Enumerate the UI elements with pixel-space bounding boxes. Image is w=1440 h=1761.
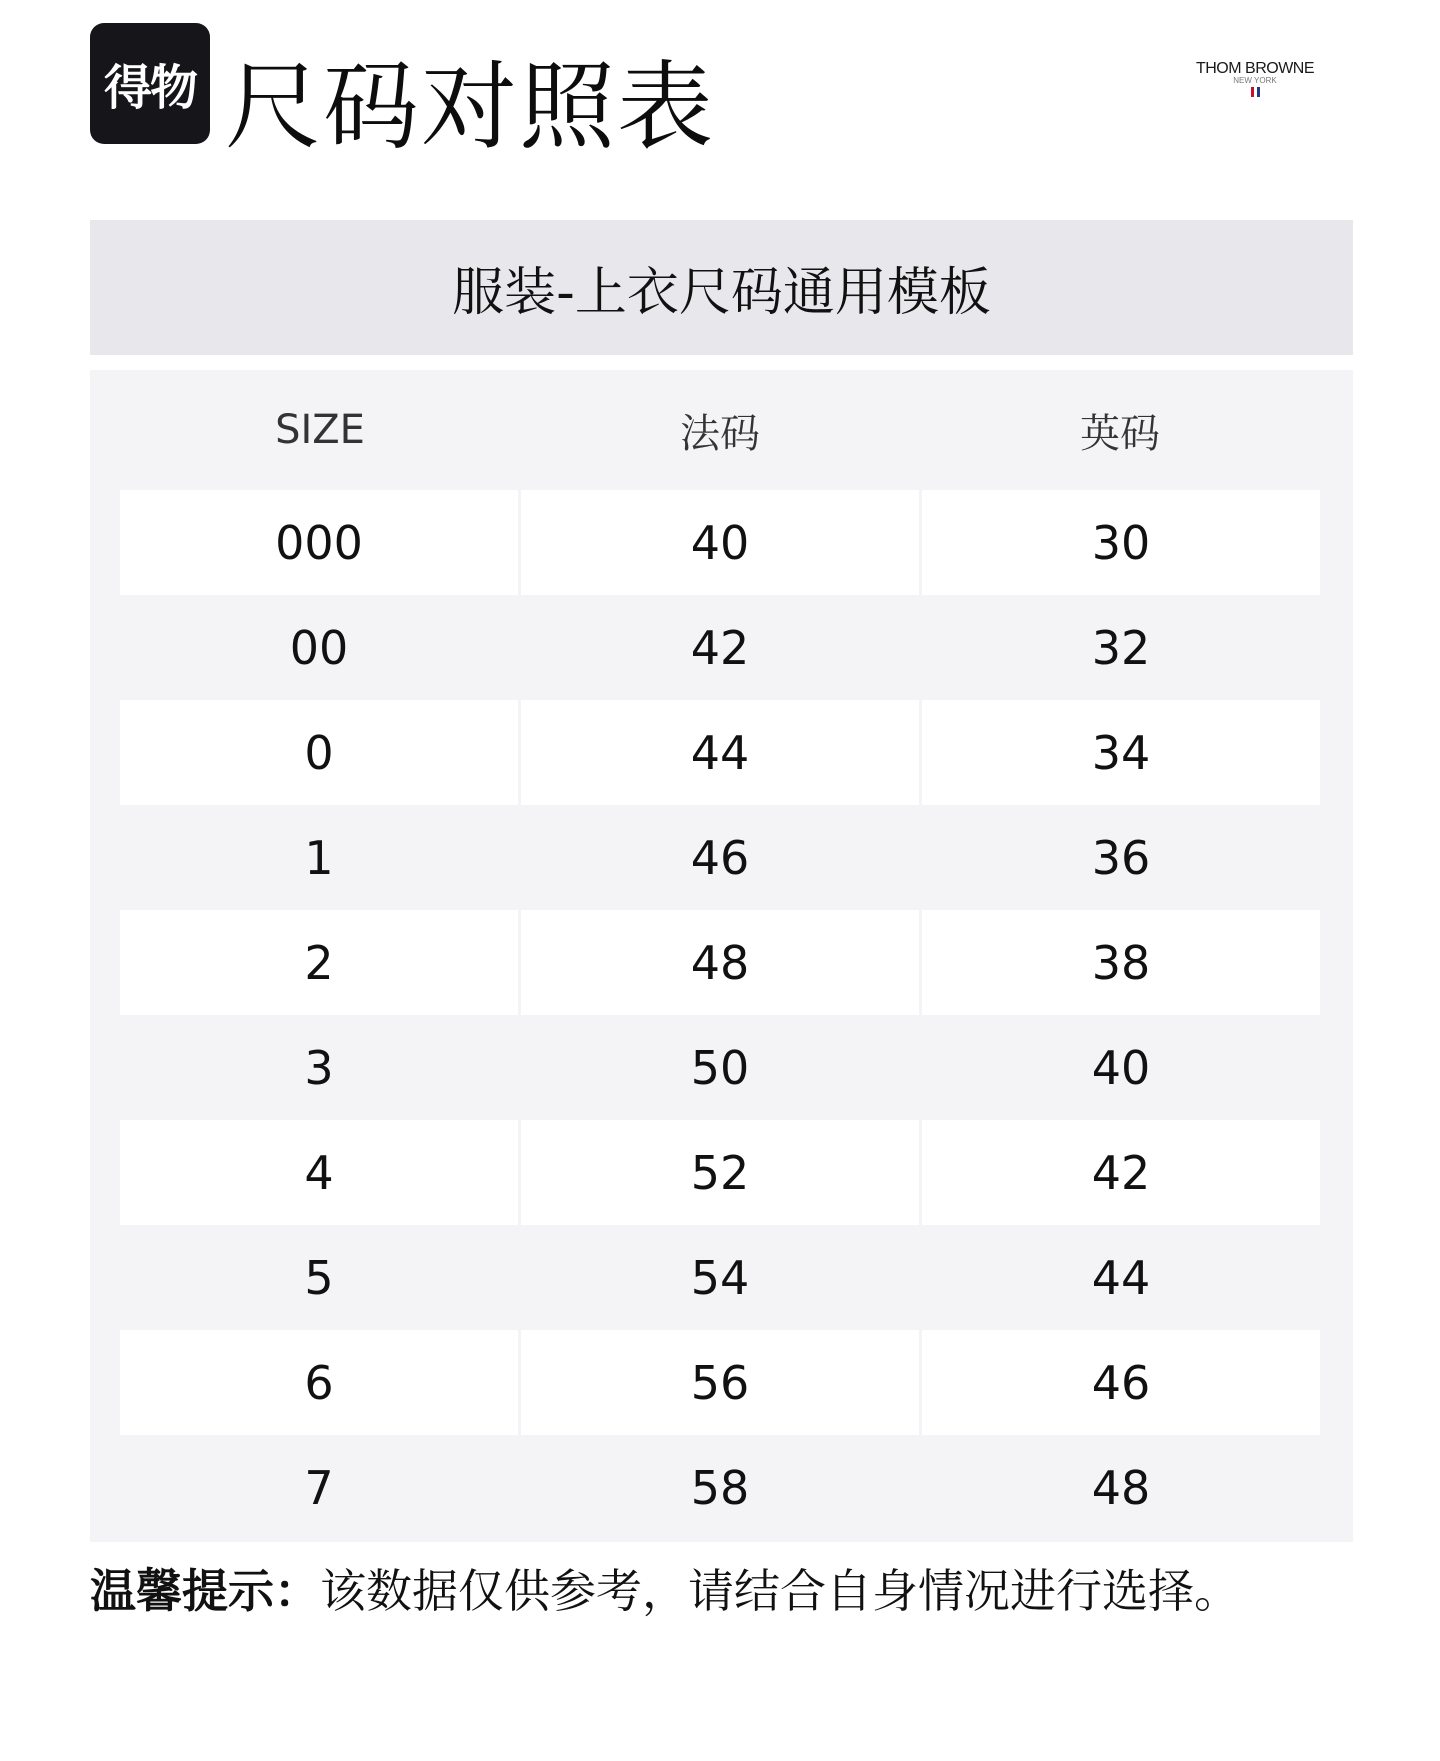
table-cell: 3 [304,1040,334,1095]
table-row [120,490,1320,595]
table-cell: 36 [1091,830,1151,885]
table-row [120,595,1320,700]
column-header-uk: 英码 [1080,410,1160,457]
tip-note [90,1560,1390,1622]
tip-text: 该数据仅供参考，请结合自身情况进行选择。 [320,1564,1240,1618]
table-cell: 46 [922,1330,1320,1435]
section-title: 服装-上衣尺码通用模板 [452,263,991,323]
table-cell: 48 [521,910,919,1015]
section-title-band [90,220,1353,355]
table-row [120,1435,1320,1540]
column-header-size: SIZE [275,407,365,453]
table-cell: 58 [690,1460,750,1515]
table-cell: 32 [1091,620,1151,675]
table-cell: 48 [1091,1460,1151,1515]
table-cell: 42 [922,1120,1320,1225]
table-row [120,1015,1320,1120]
tip-label: 温馨提示： [90,1564,320,1618]
table-cell: 56 [521,1330,919,1435]
table-cell: 000 [120,490,518,595]
table-cell: 40 [521,490,919,595]
table-cell: 4 [120,1120,518,1225]
dewu-app-logo [90,23,210,144]
table-cell: 40 [1091,1040,1151,1095]
table-header [120,370,1320,490]
table-cell: 34 [922,700,1320,805]
table-body [120,490,1320,1540]
size-table [90,370,1353,1542]
table-cell: 1 [304,830,334,885]
table-row [120,1330,1320,1435]
table-cell: 42 [690,620,750,675]
table-row [120,1225,1320,1330]
column-header-fr: 法码 [680,410,760,457]
table-row [120,805,1320,910]
table-row [120,700,1320,805]
page-title: 尺码对照表 [225,51,715,163]
table-row [120,1120,1320,1225]
table-cell: 7 [304,1460,334,1515]
brand-name: THOM BROWNE [1195,60,1315,77]
table-cell: 38 [922,910,1320,1015]
table-cell: 2 [120,910,518,1015]
table-cell: 0 [120,700,518,805]
table-row [120,910,1320,1015]
table-cell: 52 [521,1120,919,1225]
table-cell: 5 [304,1250,334,1305]
brand-logo [1180,60,1330,97]
app-logo-text: 得物 [103,60,196,116]
table-cell: 44 [521,700,919,805]
table-cell: 00 [289,620,349,675]
table-cell: 46 [690,830,750,885]
table-cell: 50 [690,1040,750,1095]
tricolor-flag-icon [1180,87,1330,97]
table-cell: 44 [1091,1250,1151,1305]
brand-sub: NEW YORK [1233,76,1277,85]
table-cell: 6 [120,1330,518,1435]
table-cell: 54 [690,1250,750,1305]
table-cell: 30 [922,490,1320,595]
